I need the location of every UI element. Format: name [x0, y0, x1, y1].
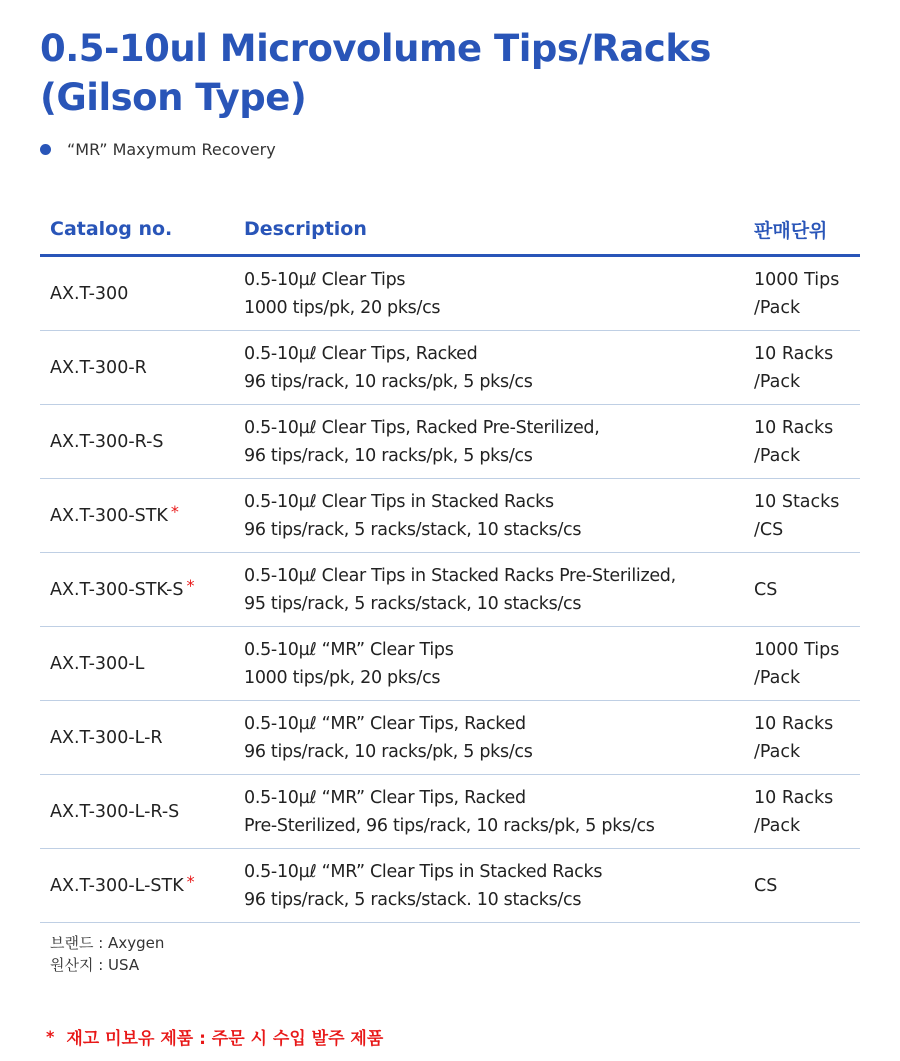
description-line-1: 0.5-10µℓ Clear Tips, Racked: [244, 343, 478, 364]
catalog-cell: [40, 479, 234, 553]
description-line-2: 96 tips/rack, 5 racks/stack, 10 stacks/cs: [244, 519, 582, 540]
catalog-cell: [40, 405, 234, 479]
catalog-number: AX.T-300-R-S: [50, 431, 164, 452]
catalog-cell: [40, 701, 234, 775]
catalog-cell: [40, 627, 234, 701]
catalog-cell: [40, 849, 234, 923]
table-row: [40, 479, 860, 553]
description-line-1: 0.5-10µℓ “MR” Clear Tips in Stacked Racks: [244, 861, 603, 882]
sales-unit-line-1: 1000 Tips: [754, 639, 840, 660]
table-row: [40, 849, 860, 923]
out-of-stock-star-icon: *: [170, 501, 179, 521]
sales-unit-line-2: /Pack: [754, 445, 801, 466]
sales-unit-line-1: 10 Racks: [754, 417, 834, 438]
description-cell: [234, 553, 744, 627]
description-line-1: 0.5-10µℓ “MR” Clear Tips, Racked: [244, 787, 526, 808]
stock-notice: [46, 1024, 383, 1049]
description-line-1: 0.5-10µℓ Clear Tips in Stacked Racks Pre-Sterilized,: [244, 565, 676, 586]
description-cell: [234, 256, 744, 331]
description-cell: [234, 849, 744, 923]
sales-unit-line-2: /Pack: [754, 741, 801, 762]
catalog-number: AX.T-300-STK-S: [50, 579, 184, 600]
page-title-line-1: 0.5-10ul Microvolume Tips/Racks: [40, 27, 711, 70]
table-row: [40, 405, 860, 479]
catalog-number: AX.T-300-STK: [50, 505, 168, 526]
sales-unit-line-2: /CS: [754, 519, 784, 540]
sales-unit-line-2: /Pack: [754, 371, 801, 392]
description-line-1: 0.5-10µℓ Clear Tips in Stacked Racks: [244, 491, 554, 512]
description-cell: [234, 627, 744, 701]
sales-unit-line-1: 10 Racks: [754, 787, 834, 808]
description-line-2: 96 tips/rack, 10 racks/pk, 5 pks/cs: [244, 445, 533, 466]
catalog-cell: [40, 775, 234, 849]
description-line-1: 0.5-10µℓ Clear Tips, Racked Pre-Sterilized,: [244, 417, 600, 438]
notice-star-icon: *: [46, 1027, 55, 1046]
description-line-2: 96 tips/rack, 10 racks/pk, 5 pks/cs: [244, 741, 533, 762]
out-of-stock-star-icon: *: [186, 871, 195, 891]
sales-unit-cell: [744, 256, 860, 331]
mr-note-text: “MR” Maxymum Recovery: [67, 140, 276, 159]
table-row: [40, 701, 860, 775]
sales-unit-line-1: 1000 Tips: [754, 269, 840, 290]
sales-unit-line-1: 10 Stacks: [754, 491, 840, 512]
catalog-number: AX.T-300-R: [50, 357, 147, 378]
description-cell: [234, 405, 744, 479]
catalog-number: AX.T-300-L: [50, 653, 145, 674]
page-title-line-2: (Gilson Type): [40, 76, 307, 119]
description-line-2: 96 tips/rack, 10 racks/pk, 5 pks/cs: [244, 371, 533, 392]
sales-unit-line-2: /Pack: [754, 667, 801, 688]
catalog-cell: [40, 553, 234, 627]
sales-unit-line-2: /Pack: [754, 297, 801, 318]
catalog-number: AX.T-300: [50, 283, 129, 304]
description-line-2: 95 tips/rack, 5 racks/stack, 10 stacks/cs: [244, 593, 582, 614]
description-line-2: 1000 tips/pk, 20 pks/cs: [244, 667, 441, 688]
table-body: [40, 256, 860, 923]
table-row: [40, 775, 860, 849]
brand-line: 브랜드 : Axygen: [50, 934, 165, 952]
table-row: [40, 331, 860, 405]
description-line-1: 0.5-10µℓ “MR” Clear Tips, Racked: [244, 713, 526, 734]
sales-unit-cell: [744, 553, 860, 627]
catalog-cell: [40, 331, 234, 405]
description-line-2: 1000 tips/pk, 20 pks/cs: [244, 297, 441, 318]
description-cell: [234, 775, 744, 849]
out-of-stock-star-icon: *: [186, 575, 195, 595]
bullet-dot-icon: [40, 144, 51, 155]
description-line-1: 0.5-10µℓ “MR” Clear Tips: [244, 639, 454, 660]
header-sales-unit: 판매단위: [744, 204, 860, 256]
page-title: [40, 24, 711, 122]
sales-unit-line-1: 10 Racks: [754, 713, 834, 734]
description-cell: [234, 331, 744, 405]
catalog-number: AX.T-300-L-STK: [50, 875, 184, 896]
sales-unit-cell: [744, 479, 860, 553]
sales-unit-cell: [744, 331, 860, 405]
catalog-number: AX.T-300-L-R-S: [50, 801, 180, 822]
table-row: [40, 627, 860, 701]
description-line-1: 0.5-10µℓ Clear Tips: [244, 269, 406, 290]
sales-unit-cell: [744, 849, 860, 923]
origin-line: 원산지 : USA: [50, 956, 140, 974]
table-row: [40, 553, 860, 627]
sales-unit-line-2: /Pack: [754, 815, 801, 836]
description-cell: [234, 701, 744, 775]
mr-note: [40, 140, 276, 159]
sales-unit-line-1: 10 Racks: [754, 343, 834, 364]
description-line-2: 96 tips/rack, 5 racks/stack. 10 stacks/cs: [244, 889, 582, 910]
sales-unit-cell: [744, 701, 860, 775]
catalog-cell: [40, 256, 234, 331]
header-description: Description: [234, 204, 744, 256]
description-cell: [234, 479, 744, 553]
sales-unit-line-1: CS: [754, 875, 778, 896]
description-line-2: Pre-Sterilized, 96 tips/rack, 10 racks/pk, 5 pks/cs: [244, 815, 655, 836]
table-header-row: [40, 204, 860, 256]
header-catalog-no: Catalog no.: [40, 204, 234, 256]
table-row: [40, 256, 860, 331]
product-meta: [50, 932, 164, 976]
sales-unit-cell: [744, 405, 860, 479]
catalog-number: AX.T-300-L-R: [50, 727, 163, 748]
sales-unit-cell: [744, 775, 860, 849]
sales-unit-line-1: CS: [754, 579, 778, 600]
notice-text: 재고 미보유 제품 : 주문 시 수입 발주 제품: [66, 1029, 384, 1049]
catalog-table: [40, 204, 860, 923]
sales-unit-cell: [744, 627, 860, 701]
